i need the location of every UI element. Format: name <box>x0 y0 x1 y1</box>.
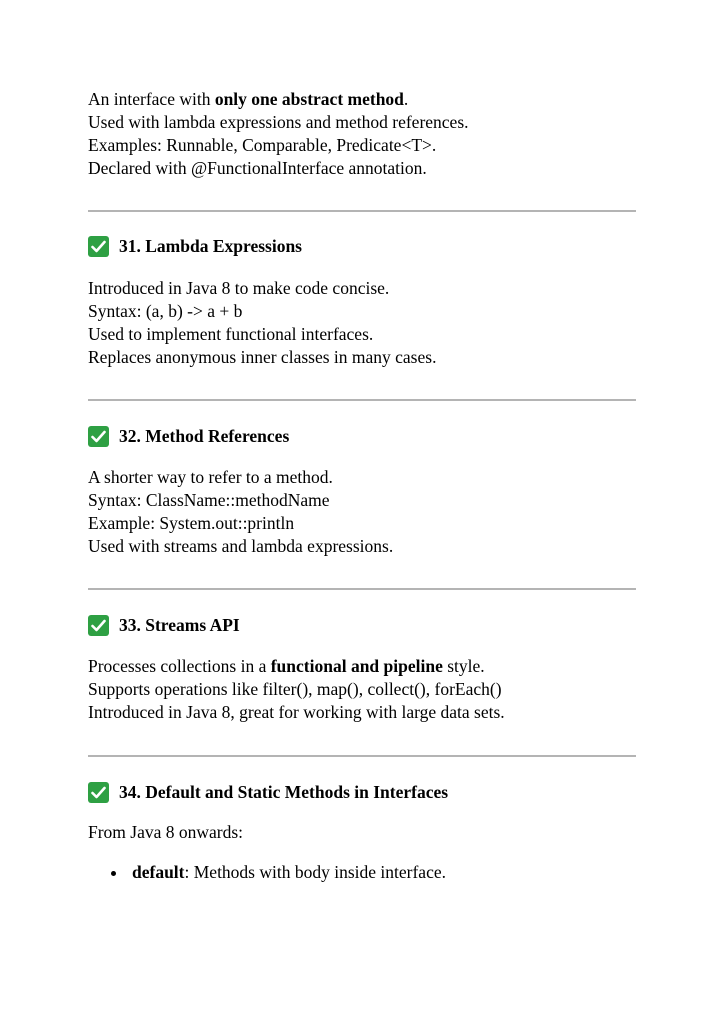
section-34-body <box>88 821 243 844</box>
section-31-body <box>88 277 436 369</box>
check-mark-button-icon <box>88 782 109 803</box>
divider-1 <box>88 210 636 212</box>
section-31-line: Replaces anonymous inner classes in many cases. <box>88 347 437 367</box>
section-32-line: Example: System.out::println <box>88 513 295 533</box>
bullet-bold-term: default <box>132 862 185 882</box>
check-mark-button-icon <box>88 615 109 636</box>
section-33-line: Supports operations like filter(), map(), collect(), forEach() <box>88 679 502 699</box>
section-33-line: Processes collections in a functional and pipeline style. <box>88 656 485 676</box>
divider-3 <box>88 588 636 590</box>
section-heading-33 <box>88 614 240 637</box>
section-33-bold-text: functional and pipeline <box>270 656 443 676</box>
section-31-line: Introduced in Java 8 to make code concise. <box>88 278 390 298</box>
check-mark-button-icon <box>88 236 109 257</box>
section-32-line: Used with streams and lambda expressions. <box>88 536 394 556</box>
divider-2 <box>88 399 636 401</box>
section-heading-31 <box>88 235 302 258</box>
intro-line-1: An interface with only one abstract method. <box>88 89 409 109</box>
section-34-bullet-list <box>88 861 636 884</box>
divider-4 <box>88 755 636 757</box>
section-31-line: Syntax: (a, b) -> a + b <box>88 301 243 321</box>
intro-bold-text: only one abstract method <box>214 89 404 109</box>
section-32-body <box>88 466 393 558</box>
section-heading-34 <box>88 781 448 804</box>
section-32-line: Syntax: ClassName::methodName <box>88 490 330 510</box>
section-heading-32 <box>88 425 289 448</box>
section-32-line: A shorter way to refer to a method. <box>88 467 333 487</box>
section-heading-33-text: 33. Streams API <box>119 615 240 635</box>
intro-line-2: Used with lambda expressions and method references. <box>88 112 469 132</box>
intro-paragraph <box>88 88 469 180</box>
section-33-body <box>88 655 505 724</box>
bullet-text: : Methods with body inside interface. <box>184 862 446 882</box>
check-mark-button-icon <box>88 426 109 447</box>
intro-line-4: Declared with @FunctionalInterface annotation. <box>88 158 427 178</box>
section-34-line: From Java 8 onwards: <box>88 822 244 842</box>
bullet-dot-icon <box>111 871 116 876</box>
section-31-line: Used to implement functional interfaces. <box>88 324 374 344</box>
section-heading-32-text: 32. Method References <box>119 426 290 446</box>
section-heading-34-text: 34. Default and Static Methods in Interfaces <box>119 782 449 802</box>
intro-line-3: Examples: Runnable, Comparable, Predicate<T>. <box>88 135 437 155</box>
list-item <box>88 861 636 884</box>
section-33-line: Introduced in Java 8, great for working with large data sets. <box>88 702 505 722</box>
section-heading-31-text: 31. Lambda Expressions <box>119 236 302 256</box>
